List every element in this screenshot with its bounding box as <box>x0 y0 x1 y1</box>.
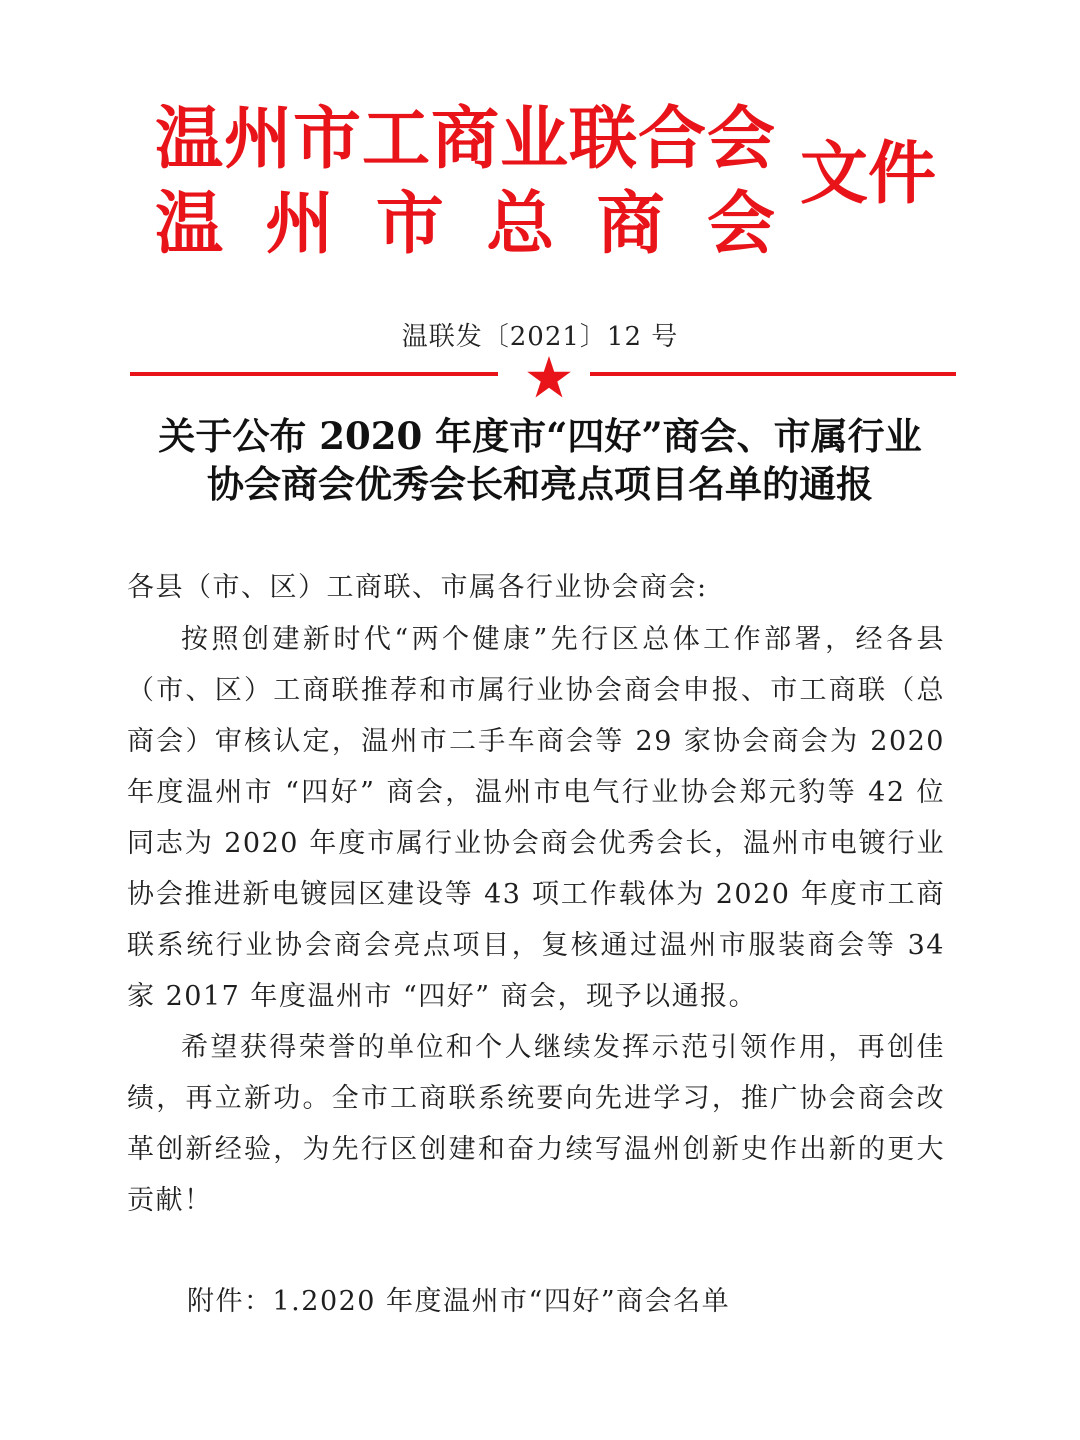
attachment-note: 附件：1.2020 年度温州市“四好”商会名单 <box>187 1286 731 1317</box>
masthead-org-line-2: 温州市总商会 <box>155 184 775 264</box>
document-title-line-1: 关于公布 2020 年度市“四好”商会、市属行业 <box>158 414 922 458</box>
body-paragraph-2: 希望获得荣誉的单位和个人继续发挥示范引领作用，再创佳绩，再立新功。全市工商联系统要向先进学习，推广协会商会改革创新经验，为先行区创建和奋力续写温州创新史作出新的更大贡献！ <box>127 1032 945 1216</box>
document-title-line-2: 协会商会优秀会长和亮点项目名单的通报 <box>207 462 873 506</box>
masthead-org-line-1: 温州市工商业联合会 <box>155 99 775 179</box>
red-star-icon <box>527 356 571 398</box>
red-divider-right <box>590 372 956 376</box>
masthead-document-label: 文件 <box>800 134 937 214</box>
body-paragraph-1: 按照创建新时代“两个健康”先行区总体工作部署，经各县（市、区）工商联推荐和市属行业协会商会申报、市工商联（总商会）审核认定，温州市二手车商会等 29 家协会商会为 2020 年度温州市 “四好” 商会，温州市电气行业协会郑元豹等 42 位同志为 2020 年度市属行业协会商会优秀会长，温州市电镀行业协会推进新电镀园区建设等 43 项工作载体为 2020 年度市工商联系统行业协会商会亮点项目，复核通过温州市服装商会等 34 家 2017 年度温州市 “四好” 商会，现予以通报。 <box>127 624 945 1012</box>
red-divider-left <box>130 372 498 376</box>
document-number: 温联发〔2021〕12 号 <box>401 322 679 352</box>
salutation: 各县（市、区）工商联、市属各行业协会商会: <box>127 572 708 603</box>
